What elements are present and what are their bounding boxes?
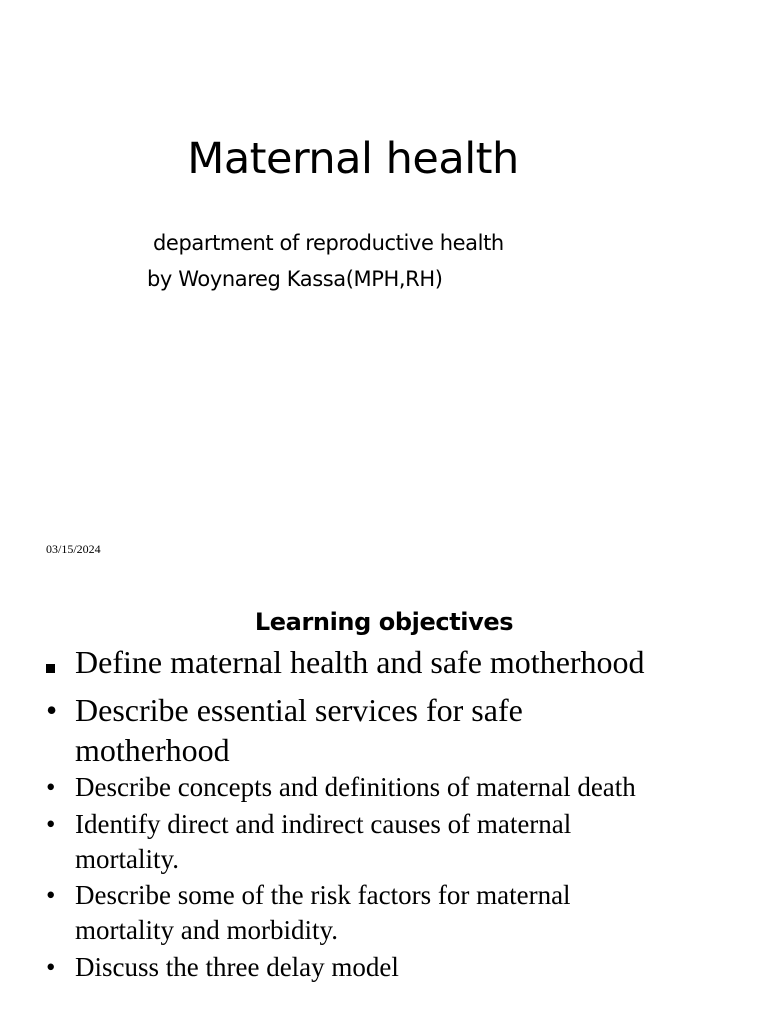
objective-text: Define maternal health and safe motherhood [75, 644, 645, 680]
bullet-icon: • [46, 952, 56, 982]
square-bullet-icon [46, 642, 55, 682]
objective-text: Describe concepts and definitions of maternal death [75, 772, 636, 802]
department-subtitle: department of reproductive health [153, 231, 504, 255]
objectives-heading: Learning objectives [254, 608, 514, 636]
objectives-slide [0, 576, 768, 1024]
objective-text: Describe essential services for safe motherhood [75, 692, 523, 768]
author-subtitle: by Woynareg Kassa(MPH,RH) [147, 267, 443, 291]
objective-text: Describe some of the risk factors for maternal mortality and morbidity. [75, 880, 571, 945]
bullet-icon: • [46, 880, 56, 910]
slide-title: Maternal health [187, 134, 519, 184]
slide-date: 03/15/2024 [46, 542, 101, 556]
bullet-icon: • [46, 772, 56, 802]
bullet-icon: • [46, 809, 56, 839]
bullet-icon: • [46, 692, 58, 728]
objective-text: Identify direct and indirect causes of maternal mortality. [75, 809, 572, 874]
objective-text: Discuss the three delay model [75, 952, 399, 982]
